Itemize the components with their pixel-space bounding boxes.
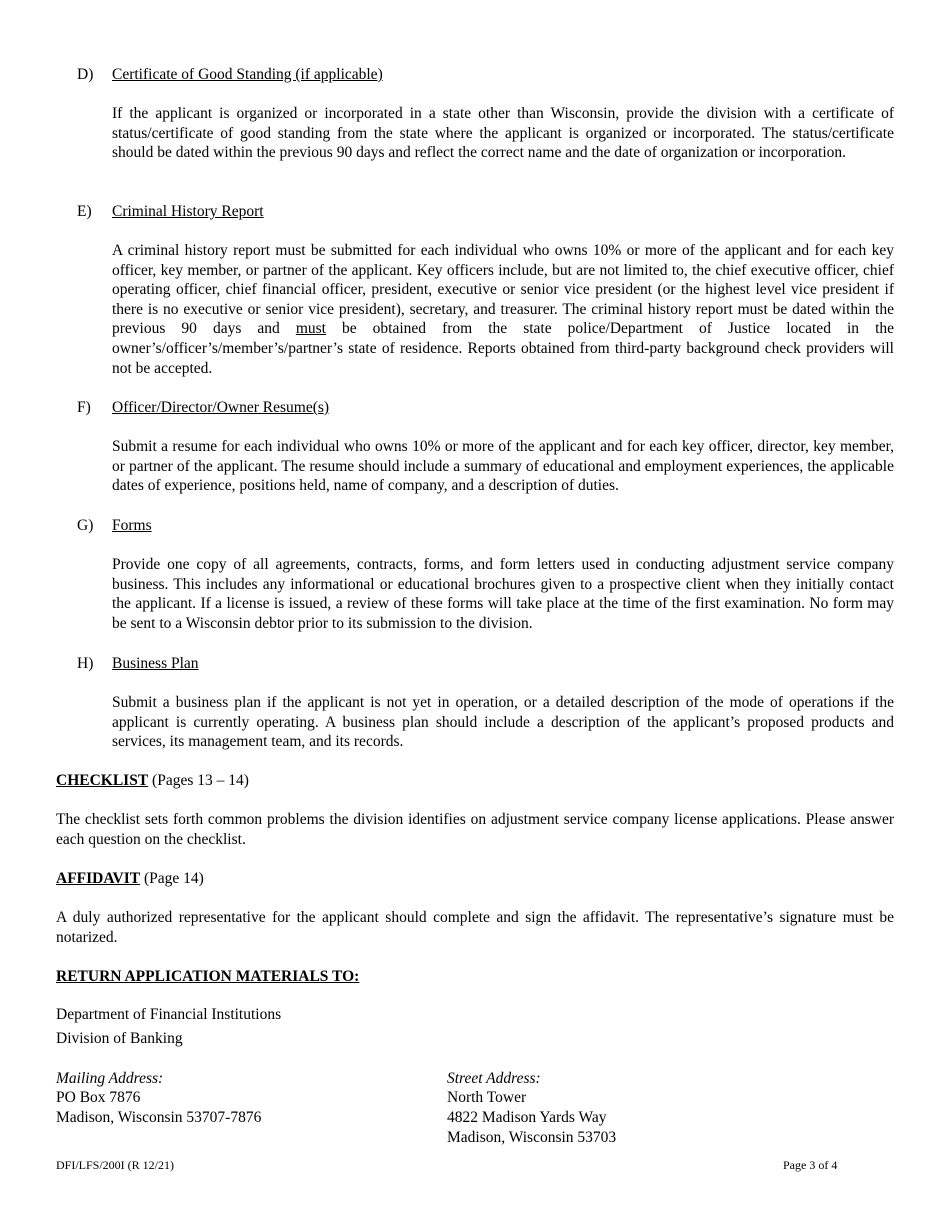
form-id: DFI/LFS/200I (R 12/21) [56,1158,175,1172]
street-line: 4822 Madison Yards Way [447,1109,607,1126]
section-heading: Forms [112,517,152,534]
body-text: be obtained from the state police/Department of Justice located in the owner’s/officer’s/member’s/partner’s state of residence. Reports obtained from third-party background check providers will not be accepted. [112,320,895,377]
body-text: A criminal history report must be submitted for each individual who owns 10% or more of the applicant and for each key officer, key member, or partner of the applicant. Key officers include, but are not limited to, the chief executive officer, chief operating officer, chief financial officer, president, executive or senior vice president (or the highest level vice president if there is no executive or senior vice president), secretary, and treasurer. The criminal history report must be dated within the previous 90 days and [112,242,894,338]
section-letter: H) [77,655,94,672]
section-heading: Certificate of Good Standing (if applicable) [112,66,383,83]
section-letter: G) [77,517,94,534]
street-line: Madison, Wisconsin 53703 [447,1129,617,1146]
affidavit-body: A duly authorized representative for the applicant should complete and sign the affidavit. The representative’s signature must be notarized. [56,909,894,946]
section-letter: D) [77,66,94,83]
street-address-label: Street Address: [447,1070,541,1087]
section-heading: Officer/Director/Owner Resume(s) [112,399,330,416]
section-letter: F) [77,399,91,416]
division-name: Division of Banking [56,1030,183,1047]
page-number: Page 3 of 4 [783,1158,838,1172]
section-heading: Criminal History Report [112,203,264,220]
checklist-heading: CHECKLIST (Pages 13 – 14) [56,772,249,789]
section-body: If the applicant is organized or incorporated in a state other than Wisconsin, provide the division with a certificate of status/certificate of good standing from the state where the applicant is organized or incorporated. The status/certificate should be dated within the previous 90 days and reflect the correct name and the date of organization or incorporation. [112,105,894,162]
emphasis-text: must [295,320,326,338]
mailing-line: PO Box 7876 [56,1089,141,1106]
org-name: Department of Financial Institutions [56,1006,282,1023]
section-body: Provide one copy of all agreements, contracts, forms, and form letters used in conducting adjustment service company business. This includes any informational or educational brochures given to a prospective client when they initially contact the applicant. If a license is issued, a review of these forms will take place at the time of the first examination. No form may be sent to a Wisconsin debtor prior to its submission to the division. [112,556,894,632]
return-heading: RETURN APPLICATION MATERIALS TO: [56,968,360,985]
mailing-address-label: Mailing Address: [56,1070,164,1087]
mailing-line: Madison, Wisconsin 53707-7876 [56,1109,262,1126]
affidavit-heading: AFFIDAVIT (Page 14) [56,870,204,887]
section-letter: E) [77,203,92,220]
section-heading: Business Plan [112,655,199,672]
section-body: Submit a resume for each individual who owns 10% or more of the applicant and for each key officer, director, key member, or partner of the applicant. The resume should include a summary of educational and employment experiences, the applicable dates of experience, positions held, name of company, and a description of duties. [112,438,894,495]
section-body: Submit a business plan if the applicant is not yet in operation, or a detailed description of the mode of operations if the applicant is currently operating. A business plan should include a description of the applicant’s proposed products and services, its management team, and its records. [112,694,894,751]
section-body [112,241,894,378]
street-line: North Tower [447,1089,527,1106]
checklist-body: The checklist sets forth common problems the division identifies on adjustment service company license applications. Please answer each question on the checklist. [56,811,894,848]
